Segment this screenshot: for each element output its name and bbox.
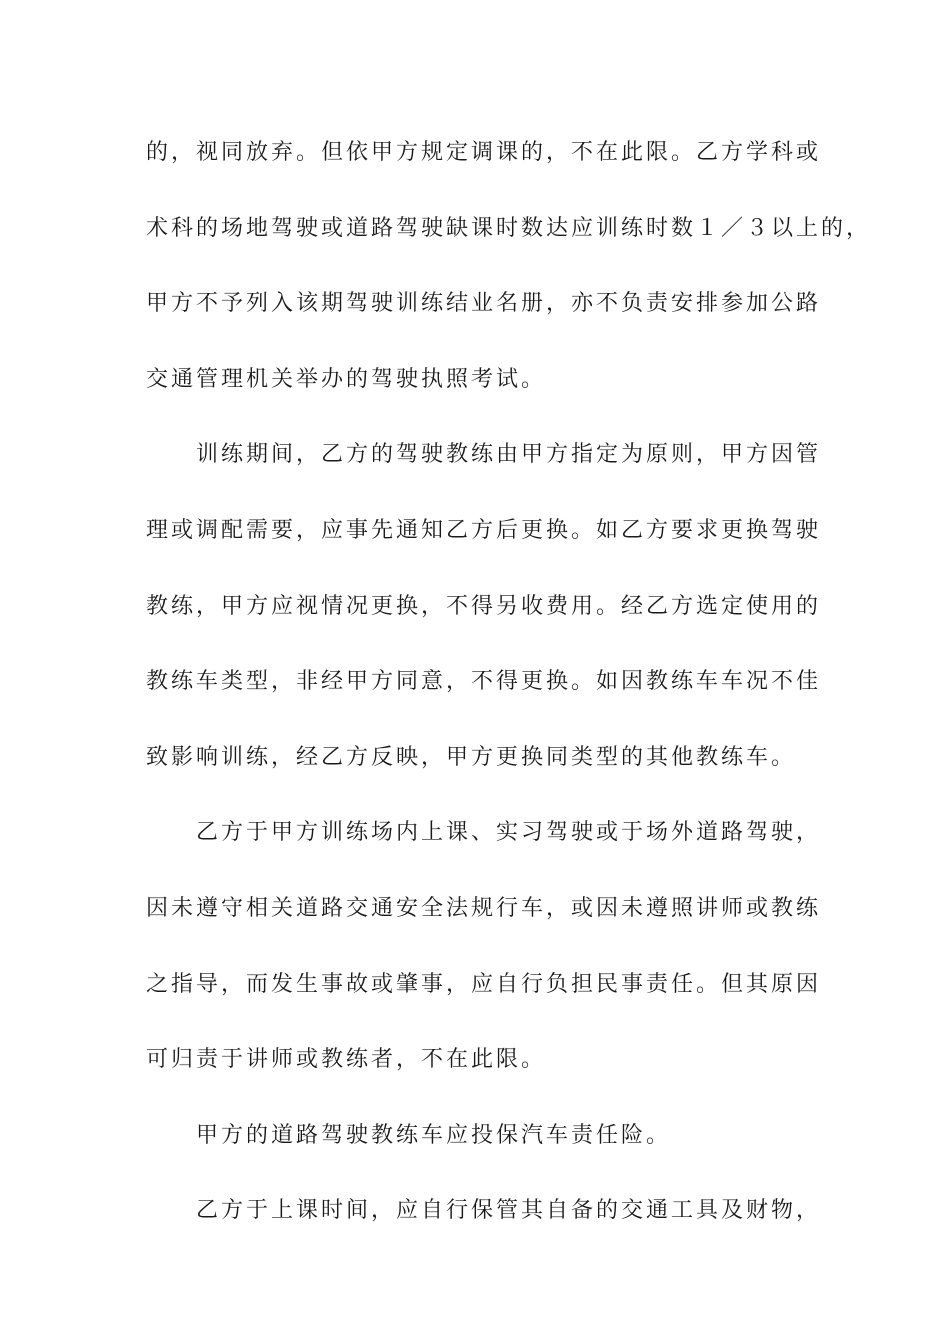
document-body xyxy=(146,128,872,1262)
paragraph-start-line: 乙方于甲方训练场内上课、实习驾驶或于场外道路驾驶， xyxy=(196,820,822,846)
text-line: 可归责于讲师或教练者，不在此限。 xyxy=(146,1047,547,1073)
text-line: 的，视同放弃。但依甲方规定调课的，不在此限。乙方学科或 xyxy=(146,140,822,165)
text-line: 术科的场地驾驶或道路驾驶缺课时数达应训练时数１／３以上的， xyxy=(146,215,872,241)
text-line: 因未遵守相关道路交通安全法规行车，或因未遵照讲师或教练 xyxy=(146,895,822,921)
text-line: 理或调配需要，应事先通知乙方后更换。如乙方要求更换驾驶 xyxy=(146,517,822,543)
text-line: 教练，甲方应视情况更换，不得另收费用。经乙方选定使用的 xyxy=(146,593,822,619)
text-line: 之指导，而发生事故或肇事，应自行负担民事责任。但其原因 xyxy=(146,971,822,997)
text-line: 教练车类型，非经甲方同意，不得更换。如因教练车车况不佳 xyxy=(146,669,822,695)
paragraph-start-line: 乙方于上课时间，应自行保管其自备的交通工具及财物， xyxy=(196,1198,822,1224)
paragraph-start-line: 训练期间，乙方的驾驶教练由甲方指定为原则，甲方因管 xyxy=(196,442,822,468)
text-line: 交通管理机关举办的驾驶执照考试。 xyxy=(146,366,547,392)
paragraph-start-line: 甲方的道路驾驶教练车应投保汽车责任险。 xyxy=(196,1122,672,1148)
text-line: 甲方不予列入该期驾驶训练结业名册，亦不负责安排参加公路 xyxy=(146,291,822,317)
text-line: 致影响训练，经乙方反映，甲方更换同类型的其他教练车。 xyxy=(146,744,797,770)
